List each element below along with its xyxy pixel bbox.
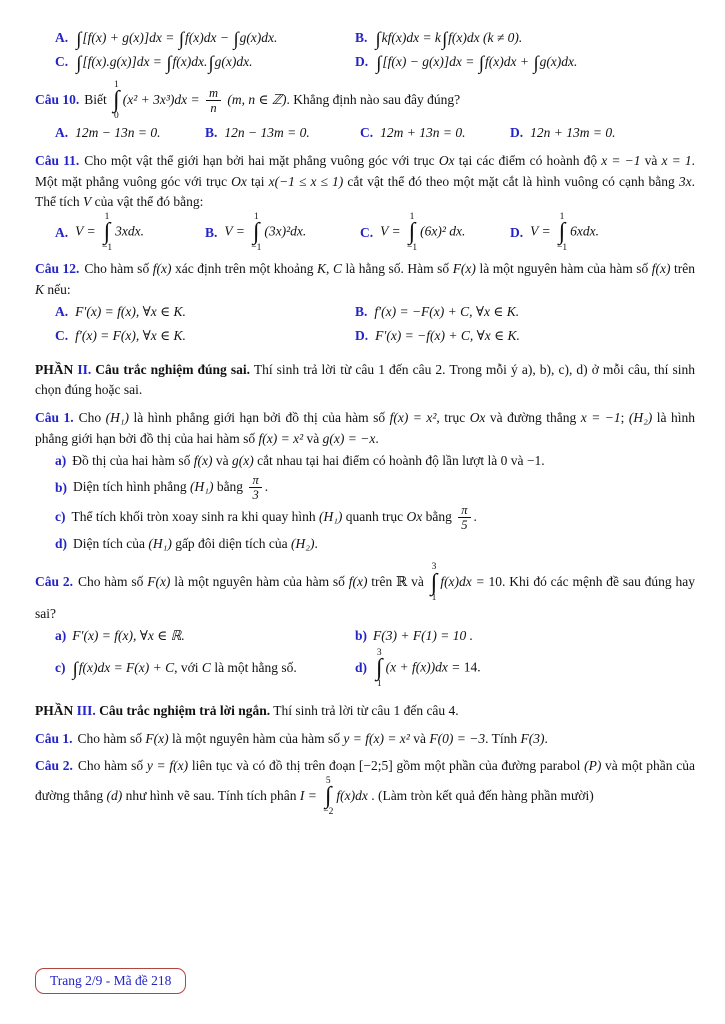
option-c bbox=[360, 121, 510, 145]
option-b bbox=[205, 121, 360, 145]
item-d-content: Diện tích của (H₁) gấp đôi diện tích của (H₂). bbox=[73, 536, 318, 552]
option-c-formula: ∫[f(x).g(x)]dx = ∫f(x)dx.∫g(x)dx. bbox=[76, 52, 253, 74]
question-12-label: Câu 12. bbox=[35, 261, 80, 277]
part3-question-2 bbox=[35, 756, 695, 818]
option-a-formula: V = 1 ∫ −1 3xdx. bbox=[75, 212, 144, 253]
option-b-label: B. bbox=[205, 224, 218, 240]
option-b-formula: V = 1 ∫ −1 (3x)²dx. bbox=[224, 212, 307, 253]
question-10-text: Biết 1 ∫ 0 (x² + 3x³)dx = $\frac{m}{n}$ (m, n ∈ ℤ). Khẳng định nào sau đây đúng? bbox=[84, 80, 461, 121]
option-a bbox=[55, 121, 205, 145]
part2-number: II. bbox=[77, 361, 92, 377]
part2-word: PHẦN bbox=[35, 361, 74, 377]
part3-question-1 bbox=[35, 729, 695, 749]
part3-number: III. bbox=[76, 703, 96, 719]
question-12 bbox=[35, 259, 695, 348]
option-c-formula: 12m + 13n = 0. bbox=[380, 125, 466, 141]
part3-heading bbox=[35, 701, 695, 721]
option-b bbox=[355, 300, 695, 324]
item-b-content: Diện tích hình phẳng (H₁) bằng $\frac{\pi}{3}$ . bbox=[73, 472, 269, 503]
option-b-formula: f′(x) = −F(x) + C, ∀x ∈ K. bbox=[374, 303, 520, 319]
option-a-label: A. bbox=[55, 303, 69, 319]
option-d-label: D. bbox=[510, 125, 524, 141]
option-a-formula: 12m − 13n = 0. bbox=[75, 125, 161, 141]
item-a-content: Đồ thị của hai hàm số f(x) và g(x) cắt nhau tại hai điểm có hoành độ lần lượt là 0 và −1. bbox=[72, 452, 545, 468]
item-c bbox=[55, 503, 695, 533]
option-d-label: D. bbox=[355, 327, 369, 343]
part2-question-1-statement bbox=[35, 408, 695, 449]
part2-description: Thí sinh trả lời từ câu 1 đến câu 2. Trong mỗi ý a), b), c), d) ở mỗi câu, thí sinh chọn đúng hoặc sai. bbox=[35, 361, 696, 398]
item-b bbox=[355, 624, 695, 648]
option-d bbox=[510, 121, 695, 145]
item-b-content: F(3) + F(1) = 10 . bbox=[373, 627, 473, 643]
item-b-label: b) bbox=[55, 479, 68, 495]
item-d-label: d) bbox=[55, 536, 68, 552]
item-a bbox=[55, 624, 355, 648]
question-12-statement bbox=[35, 259, 695, 300]
part3-question-1-text: Cho hàm số F(x) là một nguyên hàm của hàm số y = f(x) = x² và F(0) = −3. Tính F(3). bbox=[77, 731, 548, 747]
question-11 bbox=[35, 151, 695, 253]
option-c-label: C. bbox=[55, 53, 69, 69]
option-b-formula: 12n − 13m = 0. bbox=[224, 125, 310, 141]
item-a bbox=[55, 449, 695, 473]
part3-question-2-statement bbox=[35, 756, 695, 818]
item-b bbox=[55, 473, 695, 503]
part2-title: Câu trắc nghiệm đúng sai. bbox=[95, 361, 250, 377]
option-a bbox=[55, 212, 205, 253]
question-11-statement bbox=[35, 151, 695, 212]
item-d bbox=[355, 648, 695, 689]
option-b bbox=[205, 212, 360, 253]
item-b-label: b) bbox=[355, 627, 368, 643]
item-c-label: c) bbox=[55, 509, 66, 525]
option-a-label: A. bbox=[55, 125, 69, 141]
option-c bbox=[55, 50, 355, 74]
part3-question-1-label: Câu 1. bbox=[35, 731, 73, 747]
part3-word: PHẦN bbox=[35, 703, 74, 719]
page-footer-box bbox=[35, 968, 186, 994]
item-c-content: ∫f(x)dx = F(x) + C, với C là một hằng số. bbox=[72, 658, 297, 680]
option-c-label: C. bbox=[55, 327, 69, 343]
item-c bbox=[55, 648, 355, 689]
option-d-label: D. bbox=[355, 53, 369, 69]
part2-question-2 bbox=[35, 562, 695, 689]
option-d-formula: ∫[f(x) − g(x)]dx = ∫f(x)dx + ∫g(x)dx. bbox=[376, 52, 578, 74]
option-a-label: A. bbox=[55, 224, 69, 240]
part3-question-1-statement bbox=[35, 729, 695, 749]
part3-title: Câu trắc nghiệm trả lời ngắn. bbox=[99, 703, 271, 719]
option-c bbox=[360, 212, 510, 253]
option-d bbox=[510, 212, 695, 253]
carryover-options bbox=[35, 26, 695, 74]
part3-question-2-label: Câu 2. bbox=[35, 757, 73, 773]
option-b-label: B. bbox=[205, 125, 218, 141]
part2-question-2-text: Cho hàm số F(x) là một nguyên hàm của hàm số f(x) trên ℝ và 3 ∫ 1 f(x)dx = 10. Khi đó các mệnh đề sau đúng hay sai? bbox=[35, 562, 695, 621]
option-a bbox=[55, 26, 355, 50]
option-d bbox=[355, 50, 695, 74]
part2-question-2-statement bbox=[35, 562, 695, 624]
option-a-formula: F′(x) = f(x), ∀x ∈ K. bbox=[75, 303, 186, 319]
item-c-content: Thể tích khối tròn xoay sinh ra khi quay hình (H₁) quanh trục Ox bằng $\frac{\pi}{5}$ . bbox=[71, 502, 477, 532]
option-d-formula: F′(x) = −f(x) + C, ∀x ∈ K. bbox=[375, 327, 520, 343]
option-d-formula: 12n + 13m = 0. bbox=[530, 125, 616, 141]
part2-question-1 bbox=[35, 408, 695, 556]
option-a-formula: ∫[f(x) + g(x)]dx = ∫f(x)dx − ∫g(x)dx. bbox=[76, 28, 278, 50]
part2-heading bbox=[35, 360, 695, 401]
option-b bbox=[355, 26, 695, 50]
question-10-statement bbox=[35, 80, 695, 121]
part3-description: Thí sinh trả lời từ câu 1 đến câu 4. bbox=[273, 703, 459, 719]
item-a-label: a) bbox=[55, 627, 67, 643]
option-c bbox=[55, 324, 355, 348]
option-a-label: A. bbox=[55, 29, 69, 45]
question-11-label: Câu 11. bbox=[35, 153, 80, 169]
option-d-formula: V = 1 ∫ −1 6xdx. bbox=[530, 212, 599, 253]
question-10 bbox=[35, 80, 695, 145]
part3-question-2-text: Cho hàm số y = f(x) liên tục và có đồ thị trên đoạn [−2;5] gồm một phần của đường parabol (P) và một phần của đường thẳng (d) như hình vẽ sau. Tính tích phân I = 5 ∫ −2 f(x)dx . (Làm tròn kết quả đến hàng phần mười) bbox=[35, 757, 695, 817]
option-b-formula: ∫kf(x)dx = k∫f(x)dx (k ≠ 0). bbox=[375, 28, 523, 50]
option-b-label: B. bbox=[355, 303, 368, 319]
option-d bbox=[355, 324, 695, 348]
question-10-label: Câu 10. bbox=[35, 91, 80, 107]
option-c-formula: f′(x) = F(x), ∀x ∈ K. bbox=[75, 327, 186, 343]
option-c-label: C. bbox=[360, 224, 374, 240]
option-c-label: C. bbox=[360, 125, 374, 141]
part2-question-1-text: Cho (H₁) là hình phẳng giới hạn bởi đồ thị của hàm số f(x) = x², trục Ox và đường thẳng x = −1; (H₂) là hình phẳng giới hạn bởi đồ thị của hai hàm số f(x) = x² và g(x) = −x. bbox=[35, 410, 695, 446]
item-a-content: F′(x) = f(x), ∀x ∈ ℝ. bbox=[72, 627, 185, 643]
question-11-text: Cho một vật thể giới hạn bởi hai mặt phẳng vuông góc với trục Ox tại các điểm có hoành độ x = −1 và x = 1. Một mặt phẳng vuông góc với trục Ox tại x(−1 ≤ x ≤ 1) cắt vật thể đó theo một mặt cắt là hình vuông có cạnh bằng 3x. Thể tích V của vật thể đó bằng: bbox=[35, 153, 695, 209]
item-d-content: 3 ∫ 1 (x + f(x))dx = 14. bbox=[376, 647, 481, 689]
item-c-label: c) bbox=[55, 660, 66, 676]
option-c-formula: V = 1 ∫ −1 (6x)² dx. bbox=[380, 212, 466, 253]
option-a bbox=[55, 300, 355, 324]
part2-question-1-label: Câu 1. bbox=[35, 410, 74, 426]
part2-question-2-label: Câu 2. bbox=[35, 574, 73, 589]
item-d-label: d) bbox=[355, 660, 368, 676]
page-footer-text: Trang 2/9 - Mã đề 218 bbox=[50, 972, 172, 988]
item-a-label: a) bbox=[55, 452, 67, 468]
question-12-text: Cho hàm số f(x) xác định trên một khoảng K, C là hằng số. Hàm số F(x) là một nguyên hàm của hàm số f(x) trên K nếu: bbox=[35, 261, 696, 297]
option-d-label: D. bbox=[510, 224, 524, 240]
option-b-label: B. bbox=[355, 29, 368, 45]
item-d bbox=[55, 532, 695, 556]
